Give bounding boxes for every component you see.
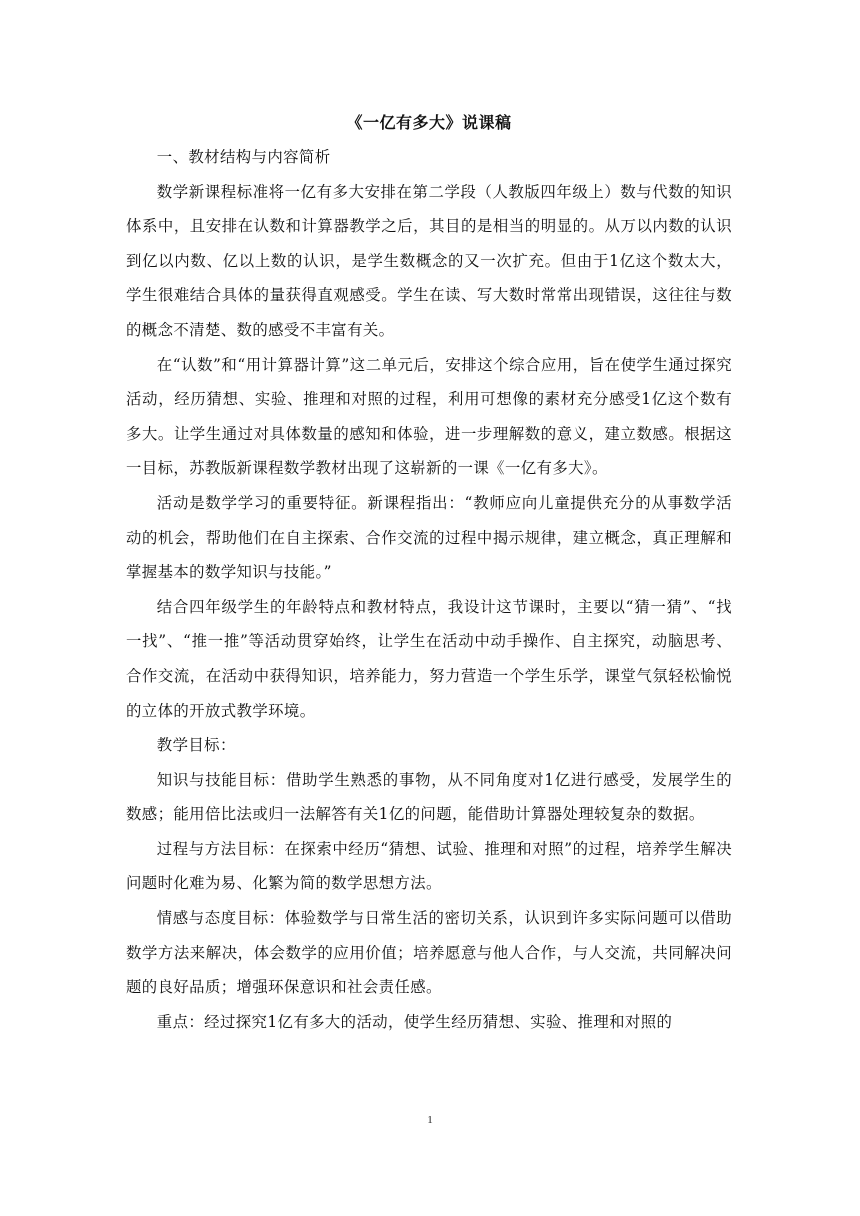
paragraph-key-point: 重点：经过探究1亿有多大的活动，使学生经历猜想、实验、推理和对照的 [156,1012,673,1031]
paragraph-curriculum-placement: 数学新课程标准将一亿有多大安排在第二学段（人教版四年级上）数与代数的知识体系中，且安排在认数和计算器教学之后，其目的是相当的明显的。从万以内数的认识到亿以内数、亿以上数的认识，是学生数概念的又一次扩充。但由于1亿这个数太大，学生很难结合具体的量获得直观感受。学生在读、写大数时常常出现错误，这往往与数的概念不清楚、数的感受不丰富有关。 [126,182,732,339]
paragraph-activity-importance: 活动是数学学习的重要特征。新课程指出：“教师应向儿童提供充分的从事数学活动的机会，帮助他们在自主探索、合作交流的过程中揭示规律，建立概念，真正理解和掌握基本的数学知识与技能。” [126,493,732,582]
paragraph-lesson-design: 结合四年级学生的年龄特点和教材特点，我设计这节课时，主要以“猜一猜”、“找一找”、“推一推”等活动贯穿始终，让学生在活动中动手操作、自主探究，动脑思考、合作交流，在活动中获得知识，培养能力，努力营造一个学生乐学，课堂气氛轻松愉悦的立体的开放式教学环境。 [126,597,732,720]
paragraph-attitude-goal: 情感与态度目标：体验数学与日常生活的密切关系，认识到许多实际问题可以借助数学方法来解决，体会数学的应用价值；培养愿意与他人合作，与人交流，共同解决问题的良好品质；增强环保意识和社会责任感。 [126,909,732,997]
page-number: 1 [427,1114,433,1126]
paragraph-knowledge-goal: 知识与技能目标：借助学生熟悉的事物，从不同角度对1亿进行感受，发展学生的数感；能用倍比法或归一法解答有关1亿的问题，能借助计算器处理较复杂的数据。 [126,770,732,824]
teaching-goals-heading: 教学目标： [156,736,236,755]
paragraph-process-goal: 过程与方法目标：在探索中经历“猜想、试验、推理和对照”的过程，培养学生解决问题时化难为易、化繁为简的数学思想方法。 [126,839,732,893]
document-body [126,106,732,1039]
section-heading: 一、教材结构与内容简析 [156,148,331,166]
document-title: 《一亿有多大》说课稿 [346,113,512,132]
paragraph-lesson-arrangement: 在“认数”和“用计算器计算”这二单元后，安排这个综合应用，旨在使学生通过探究活动，经历猜想、实验、推理和对照的过程，利用可想像的素材充分感受1亿这个数有多大。让学生通过对具体数量的感知和体验，进一步理解数的意义，建立数感。根据这一目标，苏教版新课程数学教材出现了这崭新的一课《一亿有多大》。 [126,355,732,478]
